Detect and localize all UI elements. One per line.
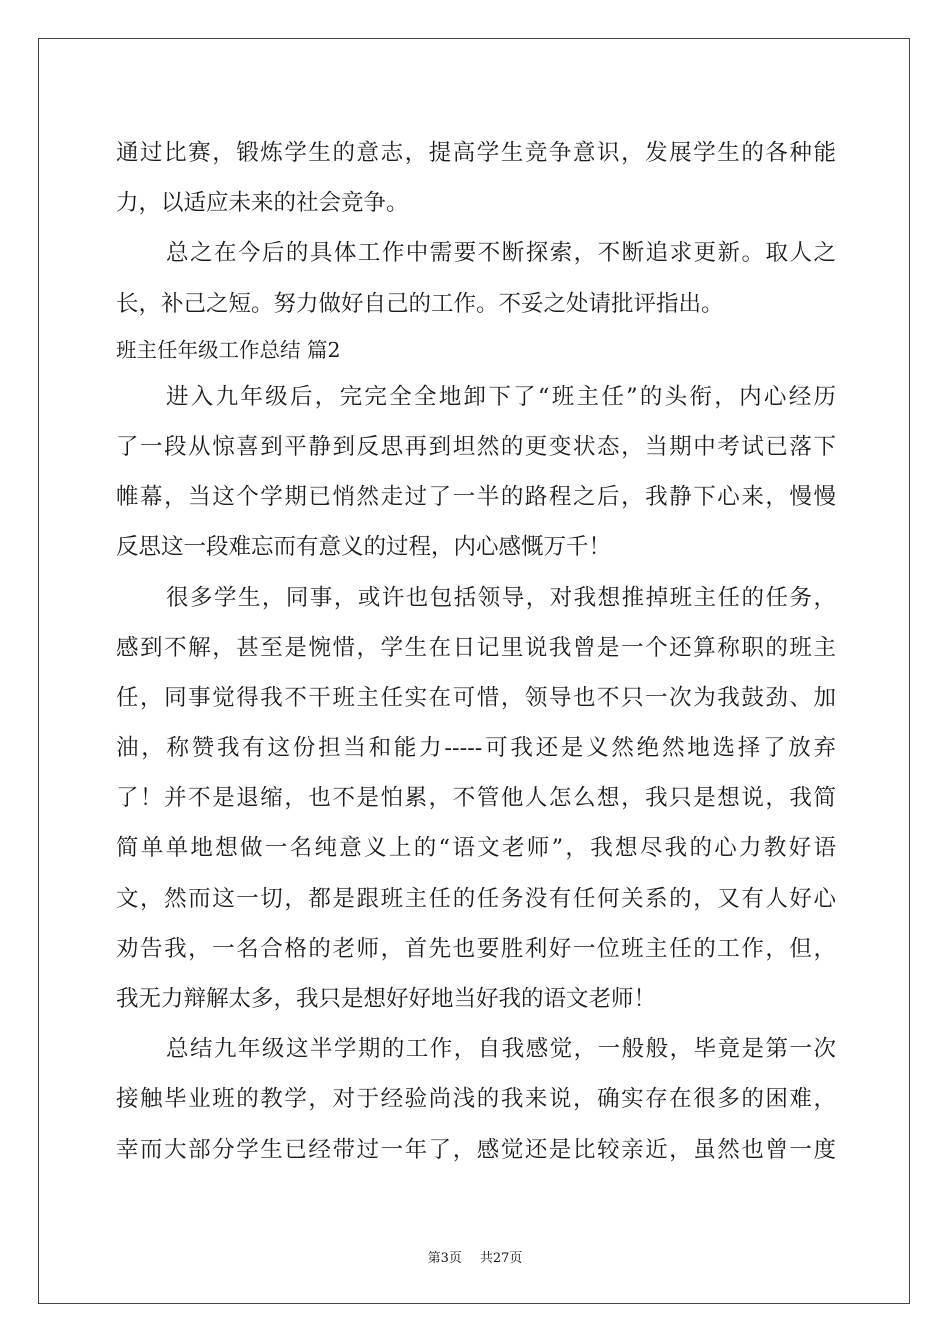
text-line: 劝告我，一名合格的老师，首先也要胜利好一位班主任的工作，但，: [116, 935, 836, 962]
document-body: [116, 128, 836, 1175]
text-line: 反思这一段难忘而有意义的过程，内心感慨万千！: [116, 534, 612, 561]
page-number: 第3页: [427, 1251, 462, 1266]
paragraph-start-line: 总之在今后的具体工作中需要不断探索，不断追求更新。取人之: [166, 240, 836, 267]
text-line: 我无力辩解太多，我只是想好好地当好我的语文老师！: [116, 986, 657, 1012]
text-line: 通过比赛，锻炼学生的意志，提高学生竞争意识，发展学生的各种能: [116, 140, 836, 166]
text-line: 了一段从惊喜到平静到反思再到坦然的更变状态，当期中考试已落下: [116, 433, 836, 460]
text-line: 帷幕，当这个学期已悄然走过了一半的路程之后，我静下心来，慢慢: [116, 484, 836, 511]
text-line: 幸而大部分学生已经带过一年了，感觉还是比较亲近，虽然也曾一度: [116, 1136, 836, 1163]
paragraph-start-line: 总结九年级这半学期的工作，自我感觉，一般般，毕竟是第一次: [166, 1036, 836, 1063]
text-line: 简单单地想做一名纯意义上的“语文老师”，我想尽我的心力教好语: [116, 835, 836, 862]
page-footer: [0, 1247, 950, 1266]
text-line: 感到不解，甚至是惋惜，学生在日记里说我曾是一个还算称职的班主: [116, 634, 836, 661]
paragraph-start-line: 进入九年级后，完完全全地卸下了“班主任”的头衔，内心经历: [166, 383, 836, 410]
text-line: 长，补己之短。努力做好自己的工作。不妥之处请批评指出。: [116, 290, 724, 317]
text-line: 文，然而这一切，都是跟班主任的任务没有任何关系的，又有人好心: [116, 885, 836, 912]
text-line: 了！并不是退缩，也不是怕累，不管他人怎么想，我只是想说，我简: [116, 785, 836, 812]
text-line: 力，以适应未来的社会竞争。: [116, 190, 409, 217]
section-heading: 班主任年级工作总结 篇2: [116, 337, 341, 362]
page-total: 共27页: [479, 1251, 523, 1266]
text-line: 油，称赞我有这份担当和能力-----可我还是义然绝然地选择了放弃: [116, 735, 836, 762]
text-line: 任，同事觉得我不干班主任实在可惜，领导也不只一次为我鼓劲、加: [116, 684, 836, 711]
text-line: 接触毕业班的教学，对于经验尚浅的我来说，确实存在很多的困难，: [116, 1086, 836, 1113]
paragraph-start-line: 很多学生，同事，或许也包括领导，对我想推掉班主任的任务，: [166, 584, 836, 611]
